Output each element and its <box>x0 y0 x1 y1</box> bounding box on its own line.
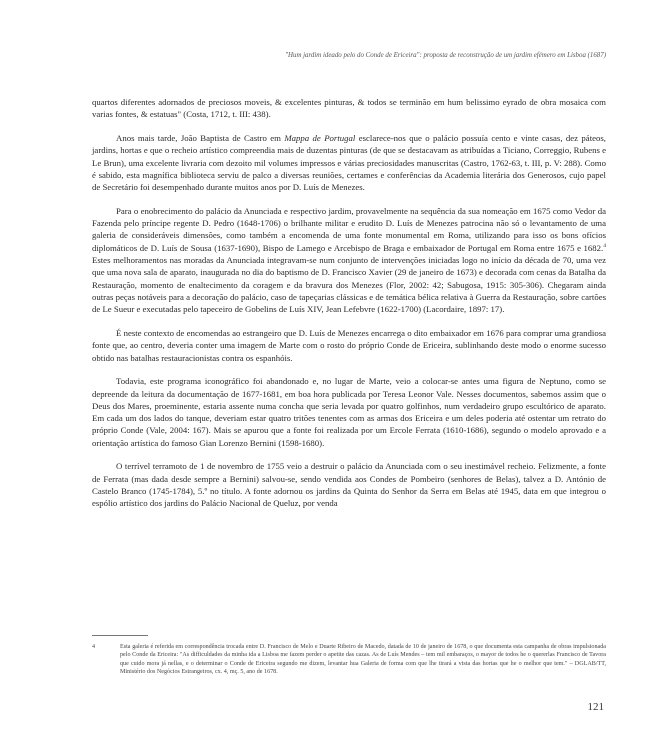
paragraph-1: quartos diferentes adornados de preciosos moveis, & excelentes pinturas, & todos se terminão em hum belissimo eyrado de obra mosaica com varias fontes, & estatuas" (Costa, 1712, t. III: 438). <box>92 97 606 120</box>
paragraph-5: Todavia, este programa iconográfico foi abandonado e, no lugar de Marte, veio a colocar-se antes uma figura de Neptuno, como se depreende da leitura da documentação de 1677-1681, em boa hora publicada por Teresa Leonor Vale. Nesses documentos, sabemos assim que o Deus dos Mares, proeminente, estaria assente numa concha que seria levada por quatro golfinhos, num verdadeiro grupo escultórico de aparato. Em cada um dos lados do tanque, deveriam estar quatro tritões tenentes com as armas dos Ericeira e um deles poderia até ostentar um retrato do próprio Conde (Vale, 2004: 167). Mais se apurou que a fonte foi realizada por um Ercole Ferrata (1610-1686), segundo o modelo aprovado e a orientação artística do famoso Gian Lorenzo Bernini (1598-1680). <box>92 376 606 448</box>
mappa-de-portugal-title: Mappa de Portugal <box>284 132 356 143</box>
paragraph-2-lead: Anos mais tarde, João Baptista de Castro em <box>116 132 285 143</box>
footnote-divider <box>92 635 148 636</box>
footnote-reference: 4 <box>603 242 606 249</box>
paragraph-2 <box>92 132 606 193</box>
footnote-number: 4 <box>92 644 96 650</box>
footnote <box>92 643 606 676</box>
body-text <box>92 96 606 521</box>
paragraph-3-lead: Para o enobrecimento do palácio da Anunciada e respectivo jardim, provavelmente na sequência da sua nomeação em 1675 como Vedor da Fazenda pelo príncipe regente D. Pedro (1648-1706) o brilhante militar e erudito D. Luís de Menezes patrocina não só o levantamento de uma galeria de consideráveis dimensões, como também a encomenda de uma fonte monumental em Roma, utilizando para isso os bons ofícios diplomáticos de D. Luís de Sousa (1637-1690), Bispo de Lamego e Arcebispo de Braga e embaixador de Portugal em Roma entre 1675 e 1682. <box>92 205 606 253</box>
paragraph-6: O terrível terramoto de 1 de novembro de 1755 veio a destruir o palácio da Anunciada com o seu inestimável recheio. Felizmente, a fonte de Ferrata (mas dada desde sempre a Bernini) salvou-se, sendo vendida aos Condes de Pombeiro (senhores de Belas), talvez a D. António de Castelo Branco (1745-1784), 5.º no título. A fonte adornou os jardins da Quinta do Senhor da Serra em Belas até 1945, data em que integrou o espólio artístico dos jardins do Palácio Nacional de Queluz, por venda <box>92 461 606 509</box>
running-head: "Hum jardim ideado pelo do Conde de Ericeira": proposta de reconstrução de um jardim efémero em Lisboa (1687) <box>285 52 606 59</box>
footnote-text: Esta galeria é referida em correspondência trocada entre D. Francisco de Melo e Duarte Ribeiro de Macedo, datada de 10 de janeiro de 1678, o que documenta esta campanha de obras impulsionada pelo Conde da Ericeira: "As difficuldades da minha ida a Lisboa me fazem perder o apetite das cazas. As de Luís Mendes – tem mil embaraços, o mayor de todos he o quererlas Francisco de Tavora que cuido mora já nellas, e o determinar o Conde de Ericeira segundo me dizem, levantar hua Galeria de forma com que lhe tirará a vista das hortas que he o melhor que tem." – DGLAB/TT, Ministério dos Negócios Estrangeiros, cx. 4, mç. 5, ano de 1678. <box>120 644 606 675</box>
paragraph-2-rest: esclarece-nos que o palácio possuía cento e vinte casas, dez páteos, jardins, hortas e que o recheio artístico compreendia mais de duzentas pinturas (de que se destacavam as atribuídas a Ticiano, Correggio, Rubens e Le Brun), uma excelente livraria com dezoito mil volumes impressos e várias preciosidades manuscritas (Castro, 1762-63, t. III, p. V: 288). Como é sabido, esta magnífica biblioteca serviu de palco a diversas reuniões, certames e conferências da Academia literária dos Generosos, cujo papel de Secretário foi desempenhado durante muitos anos por D. Luís de Menezes. <box>92 132 606 193</box>
paragraph-4: É neste contexto de encomendas ao estrangeiro que D. Luís de Menezes encarrega o dito embaixador em 1676 para comprar uma grandiosa fonte que, ao centro, deveria conter uma imagem de Marte com o rosto do próprio Conde de Ericeira, sublinhando deste modo o enorme sucesso obtido nas batalhas restauracionistas contra os espanhóis. <box>92 327 606 363</box>
paragraph-3-rest: Estes melhoramentos nas moradas da Anunciada integravam-se num conjunto de intervenções iniciadas logo no início da década de 70, uma vez que uma nova sala de aparato, inaugurada no dia do baptismo de D. Francisco Xavier (29 de janeiro de 1673) e decorada com cenas da Batalha da Restauração, momento de enaltecimento da coragem e da bravura dos Menezes (Flor, 2002: 42; Sabugosa, 1915: 305-306). Chegaram ainda outras peças notáveis para a decoração do palácio, caso de tapeçarias clássicas e de temática bélica relativa à Guerra da Restauração, sobre cartões de Le Sueur e executadas pelo tapeceiro de Gobelins de Luís XIV, Jean Lefebvre (1622-1700) (Lacordaire, 1897: 17). <box>92 255 606 315</box>
page-number: 121 <box>587 701 604 713</box>
paragraph-3 <box>92 205 606 316</box>
